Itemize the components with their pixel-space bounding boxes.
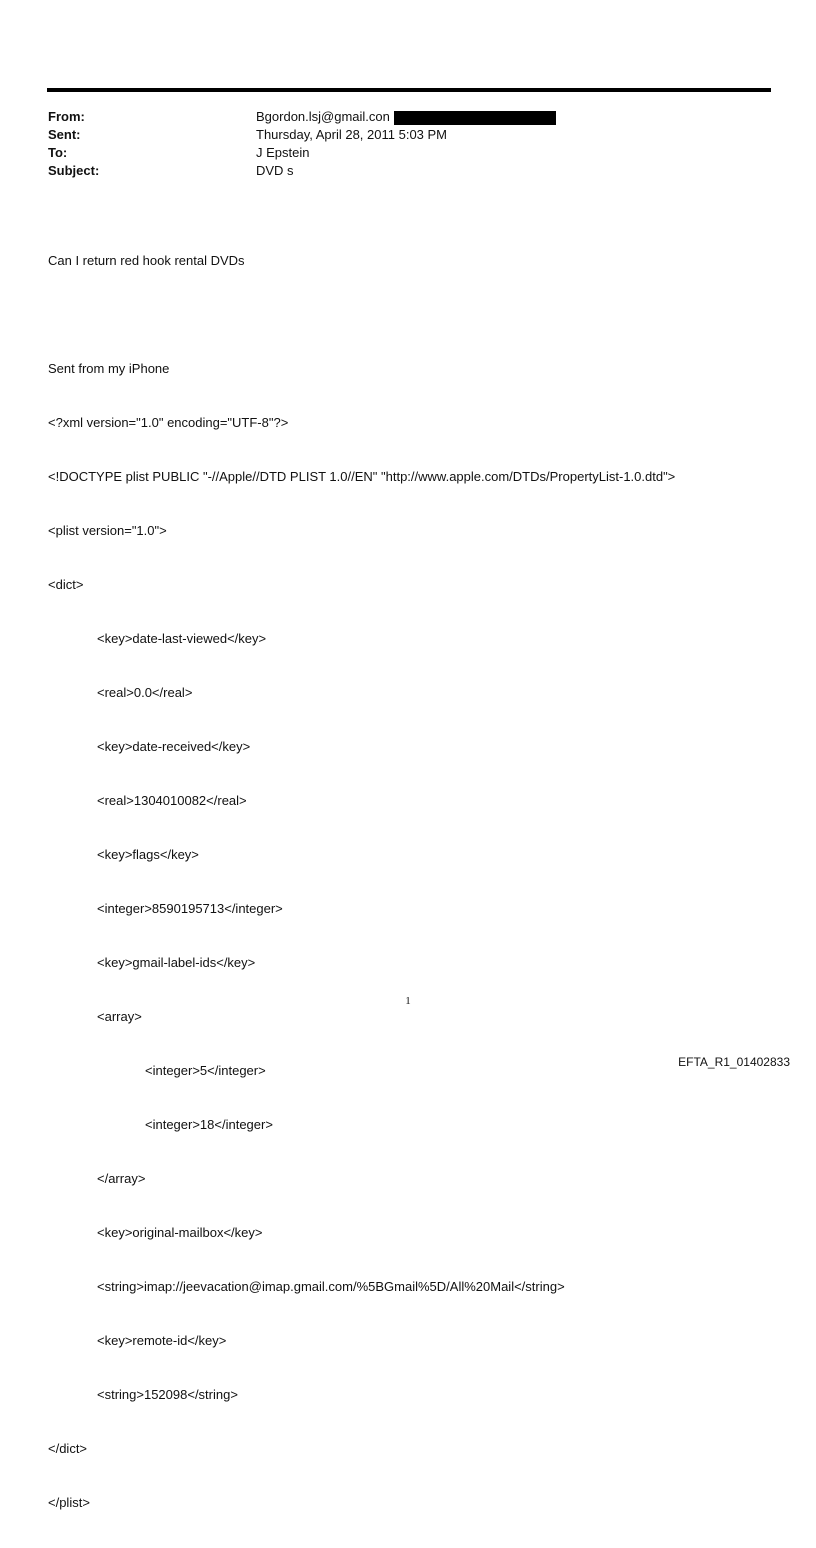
- email-body: [48, 216, 675, 1548]
- xml-line: <plist version="1.0">: [48, 523, 167, 538]
- signature-text: Sent from my iPhone: [48, 361, 170, 376]
- xml-line: <key>flags</key>: [97, 847, 199, 862]
- document-id: EFTA_R1_01402833: [678, 1055, 790, 1069]
- xml-line: <?xml version="1.0" encoding="UTF-8"?>: [48, 415, 289, 430]
- xml-line: <key>date-last-viewed</key>: [97, 631, 267, 646]
- xml-line: <integer>18</integer>: [145, 1117, 273, 1132]
- from-address: Bgordon.lsj@gmail.con: [256, 109, 390, 124]
- page-number: 1: [405, 995, 411, 1007]
- xml-line: <dict>: [48, 577, 84, 592]
- to-label: To:: [48, 145, 68, 160]
- sent-value: Thursday, April 28, 2011 5:03 PM: [256, 127, 448, 142]
- xml-line: <real>1304010082</real>: [97, 793, 247, 808]
- xml-line: </array>: [97, 1171, 146, 1186]
- from-label: From:: [48, 109, 85, 124]
- xml-line: <key>date-received</key>: [97, 739, 251, 754]
- xml-line: <string>152098</string>: [97, 1387, 238, 1402]
- xml-line: <!DOCTYPE plist PUBLIC "-//Apple//DTD PLIST 1.0//EN" "http://www.apple.com/DTDs/PropertyList-1.0.dtd">: [48, 469, 676, 484]
- subject-label: Subject:: [48, 163, 100, 178]
- xml-line: <integer>8590195713</integer>: [97, 901, 283, 916]
- xml-line: </dict>: [48, 1441, 88, 1456]
- sent-label: Sent:: [48, 127, 81, 142]
- redaction-box: [394, 111, 556, 125]
- xml-line: <key>remote-id</key>: [97, 1333, 227, 1348]
- xml-line: <key>gmail-label-ids</key>: [97, 955, 256, 970]
- xml-line: </plist>: [48, 1495, 90, 1510]
- xml-line: <array>: [97, 1009, 142, 1024]
- to-value: J Epstein: [256, 145, 310, 160]
- message-text: Can I return red hook rental DVDs: [48, 253, 245, 268]
- header-rule: [47, 88, 771, 92]
- xml-line: <real>0.0</real>: [97, 685, 193, 700]
- xml-line: <key>original-mailbox</key>: [97, 1225, 263, 1240]
- xml-line: <integer>5</integer>: [145, 1063, 266, 1078]
- subject-value: DVD s: [256, 163, 294, 178]
- from-value: [256, 108, 556, 126]
- xml-line: <string>imap://jeevacation@imap.gmail.com/%5BGmail%5D/All%20Mail</string>: [97, 1279, 565, 1294]
